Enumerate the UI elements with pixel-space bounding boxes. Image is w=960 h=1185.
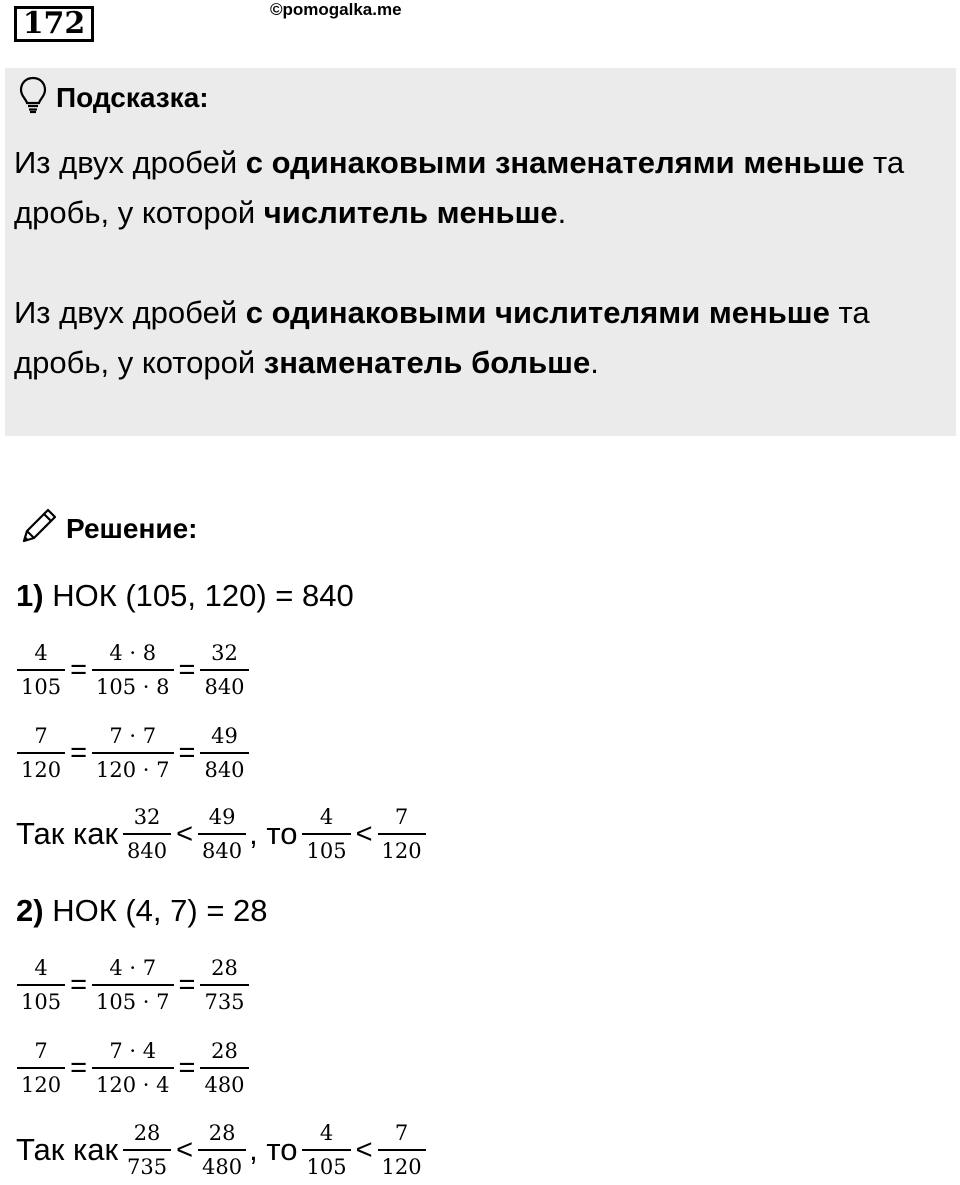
fraction xyxy=(200,1120,244,1180)
lightbulb-icon xyxy=(18,75,48,122)
part2-equation-2 xyxy=(16,1038,250,1098)
lcm-text: НОК (105, 120) = 840 xyxy=(43,578,354,613)
watermark: ©pomogalka.me xyxy=(270,0,402,19)
denominator: 105 xyxy=(302,1149,350,1180)
fraction xyxy=(202,955,246,1015)
numerator: 28 xyxy=(208,1121,236,1145)
part2-lcm-line xyxy=(16,891,268,931)
lcm-text: НОК (4, 7) = 28 xyxy=(43,893,268,928)
hint-paragraph-2 xyxy=(14,288,944,388)
denominator: 840 xyxy=(198,833,246,864)
numerator: 4 · 8 xyxy=(109,641,157,665)
fraction xyxy=(304,1120,348,1180)
equals-sign: = xyxy=(178,736,196,769)
numerator: 4 xyxy=(34,956,48,980)
denominator: 120 xyxy=(378,833,426,864)
fraction xyxy=(94,1038,171,1098)
hint-bold: с одинаковыми числителями меньше xyxy=(245,295,830,330)
part1-conclusion xyxy=(16,804,427,864)
hint-text: дробь, у которой xyxy=(14,345,264,380)
denominator: 105 xyxy=(302,833,350,864)
equals-sign: = xyxy=(178,1051,196,1084)
equals-sign: = xyxy=(70,1051,88,1084)
denominator: 105 xyxy=(17,984,65,1015)
numerator: 28 xyxy=(211,956,238,980)
part1-equation-2 xyxy=(16,723,250,783)
hint-text: Из двух дробей xyxy=(14,145,246,180)
numerator: 49 xyxy=(208,805,236,829)
fraction xyxy=(304,804,348,864)
part2-equation-1 xyxy=(16,955,250,1015)
part-label: 1) xyxy=(16,578,44,613)
numerator: 4 xyxy=(319,805,334,829)
denominator: 480 xyxy=(200,1067,248,1098)
fraction xyxy=(19,1038,63,1098)
fraction xyxy=(19,723,63,783)
less-than-sign: < xyxy=(176,817,194,850)
equals-sign: = xyxy=(178,653,196,686)
hint-text: Из двух дробей xyxy=(14,295,246,330)
less-than-sign: < xyxy=(176,1133,194,1166)
hint-text: та xyxy=(864,145,905,180)
numerator: 7 xyxy=(394,805,409,829)
hint-text: та xyxy=(829,295,870,330)
fraction xyxy=(19,640,63,700)
solution-title: Решение: xyxy=(66,513,198,544)
denominator: 120 xyxy=(378,1149,426,1180)
equals-sign: = xyxy=(70,968,88,1001)
hint-title: Подсказка: xyxy=(56,82,209,113)
numerator: 7 xyxy=(394,1121,409,1145)
part-label: 2) xyxy=(16,893,44,928)
less-than-sign: < xyxy=(355,817,373,850)
equals-sign: = xyxy=(70,653,88,686)
hint-text: . xyxy=(590,345,599,380)
numerator: 7 xyxy=(34,1039,48,1063)
part1-lcm-line xyxy=(16,576,354,616)
numerator: 4 xyxy=(319,1121,334,1145)
denominator: 735 xyxy=(200,984,248,1015)
solution-heading xyxy=(18,506,197,552)
then-text: , то xyxy=(249,1132,298,1167)
denominator: 105 · 8 xyxy=(92,669,173,700)
hint-paragraph-1 xyxy=(14,138,944,238)
part1-equation-1 xyxy=(16,640,250,700)
denominator: 840 xyxy=(200,669,248,700)
numerator: 7 xyxy=(34,724,48,748)
fraction xyxy=(125,1120,169,1180)
hint-text: . xyxy=(557,195,567,230)
numerator: 7 · 7 xyxy=(109,724,157,748)
denominator: 120 xyxy=(17,752,65,783)
since-text: Так как xyxy=(16,1132,119,1167)
denominator: 840 xyxy=(200,752,248,783)
fraction xyxy=(94,723,171,783)
part2-conclusion xyxy=(16,1120,427,1180)
denominator: 480 xyxy=(198,1149,246,1180)
hint-bold: знаменатель больше xyxy=(263,345,591,380)
hint-bold: числитель меньше xyxy=(263,195,558,230)
denominator: 105 · 7 xyxy=(92,984,173,1015)
fraction xyxy=(94,640,171,700)
numerator: 7 · 4 xyxy=(109,1039,157,1063)
fraction xyxy=(202,1038,246,1098)
pencil-icon xyxy=(18,505,60,554)
equals-sign: = xyxy=(70,736,88,769)
numerator: 32 xyxy=(133,805,161,829)
fraction xyxy=(200,804,244,864)
numerator: 28 xyxy=(133,1121,161,1145)
fraction xyxy=(380,1120,424,1180)
hint-text: дробь, у которой xyxy=(14,195,264,230)
task-number: 172 xyxy=(14,6,94,42)
numerator: 32 xyxy=(211,641,238,665)
denominator: 735 xyxy=(123,1149,171,1180)
denominator: 120 xyxy=(17,1067,65,1098)
fraction xyxy=(125,804,169,864)
fraction xyxy=(202,640,246,700)
equals-sign: = xyxy=(178,968,196,1001)
denominator: 840 xyxy=(123,833,171,864)
numerator: 4 xyxy=(34,641,48,665)
fraction xyxy=(202,723,246,783)
numerator: 28 xyxy=(211,1039,238,1063)
hint-heading xyxy=(18,76,209,120)
since-text: Так как xyxy=(16,816,119,851)
denominator: 105 xyxy=(17,669,65,700)
then-text: , то xyxy=(249,816,298,851)
fraction xyxy=(380,804,424,864)
fraction xyxy=(19,955,63,1015)
fraction xyxy=(94,955,171,1015)
numerator: 49 xyxy=(211,724,238,748)
denominator: 120 · 7 xyxy=(92,752,173,783)
numerator: 4 · 7 xyxy=(109,956,157,980)
less-than-sign: < xyxy=(355,1133,373,1166)
denominator: 120 · 4 xyxy=(92,1067,173,1098)
hint-bold: с одинаковыми знаменателями меньше xyxy=(245,145,865,180)
